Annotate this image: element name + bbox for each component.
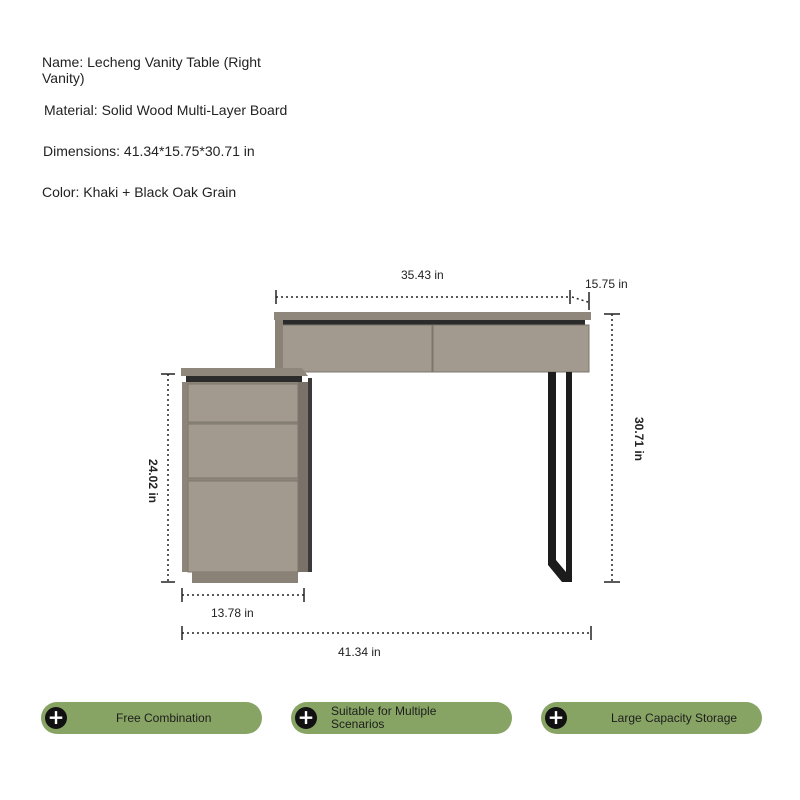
top-width-label: 35.43 in bbox=[401, 268, 444, 282]
cabinet-height-label: 24.02 in bbox=[146, 458, 161, 504]
cabinet-drawer-3 bbox=[188, 481, 298, 572]
feature-label: Suitable for Multiple Scenarios bbox=[331, 704, 437, 731]
plus-icon: + bbox=[45, 707, 67, 729]
plus-icon: + bbox=[295, 707, 317, 729]
feature-large-capacity bbox=[541, 702, 762, 734]
cabinet-width-label: 13.78 in bbox=[211, 606, 254, 620]
spec-dimensions: Dimensions: 41.34*15.75*30.71 in bbox=[43, 143, 255, 159]
feature-multiple-scenarios bbox=[291, 702, 512, 734]
height-label: 30.71 in bbox=[632, 416, 647, 462]
depth-label: 15.75 in bbox=[585, 277, 628, 291]
cabinet-top bbox=[181, 368, 308, 376]
feature-label: Large Capacity Storage bbox=[611, 710, 738, 725]
cabinet-drawer-1 bbox=[188, 384, 298, 422]
plus-icon: + bbox=[545, 707, 567, 729]
cabinet-base bbox=[192, 572, 298, 583]
feature-free-combination bbox=[41, 702, 262, 734]
desk-top bbox=[274, 312, 591, 320]
spec-color: Color: Khaki + Black Oak Grain bbox=[42, 184, 237, 200]
cabinet-side-dark bbox=[308, 378, 312, 572]
desk-drawer-right bbox=[433, 325, 589, 372]
desk-top-shadow bbox=[282, 320, 585, 325]
cabinet-shadow bbox=[186, 376, 302, 382]
total-width-label: 41.34 in bbox=[338, 645, 381, 659]
spec-name: Name: Lecheng Vanity Table (Right Vanity) bbox=[42, 54, 261, 86]
desk-apron-side bbox=[275, 320, 283, 372]
cabinet-drawer-2 bbox=[188, 424, 298, 478]
desk-drawer-left bbox=[282, 325, 432, 372]
spec-material: Material: Solid Wood Multi-Layer Board bbox=[44, 102, 288, 118]
metal-leg bbox=[548, 372, 572, 582]
feature-label: Free Combination bbox=[116, 710, 212, 725]
